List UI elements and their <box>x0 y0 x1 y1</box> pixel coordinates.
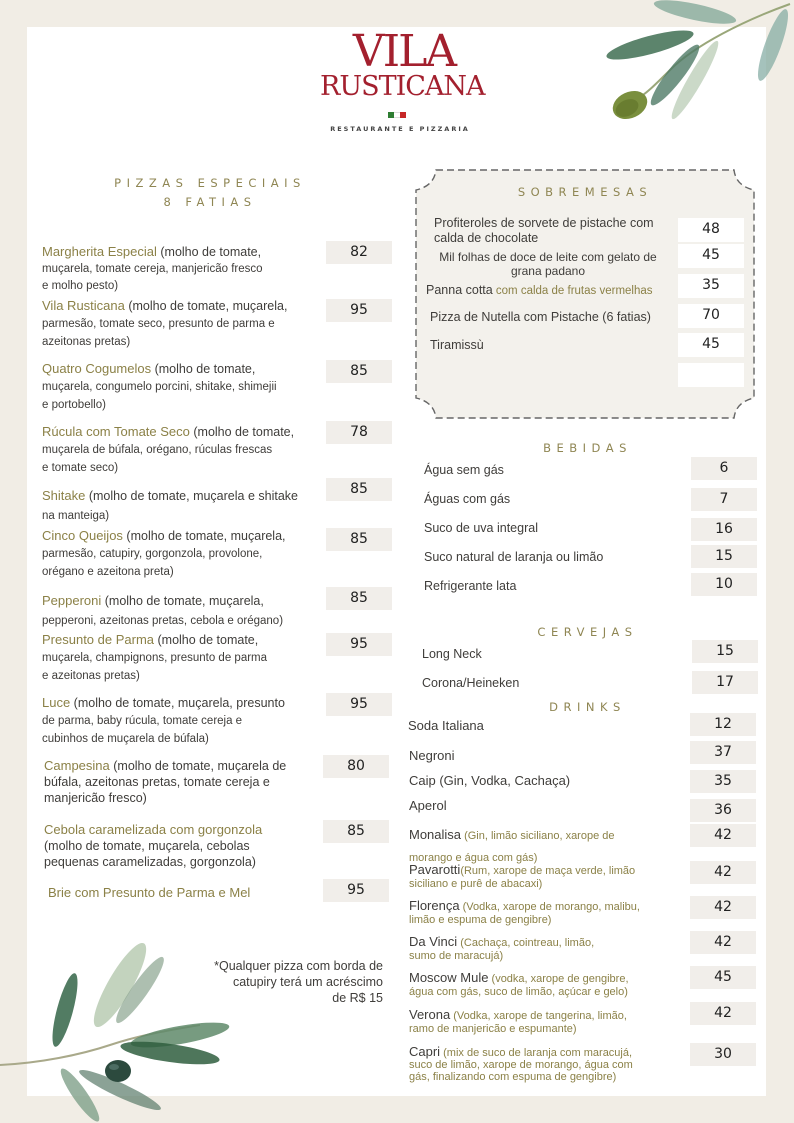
drink-item: Moscow Mule (vodka, xarope de gengibre, água com gás, suco de limão, açúcar e gelo) <box>409 970 629 998</box>
dessert-price: 35 <box>678 274 744 298</box>
pizza-price: 85 <box>326 478 392 501</box>
pizza-price: 95 <box>326 299 392 322</box>
pizza-item: Cinco Queijos (molho de tomate, muçarela, parmesão, catupiry, gorgonzola, provolone, orégano e azeitona preta) <box>42 528 286 578</box>
pizza-item: Margherita Especial (molho de tomate, muçarela, tomate cereja, manjericão fresco e molho pesto) <box>42 244 263 292</box>
dessert-item: Mil folhas de doce de leite com gelato de grana padano <box>439 250 657 278</box>
pizza-item: Brie com Presunto de Parma e Mel <box>48 885 251 900</box>
drink-price: 37 <box>690 741 756 764</box>
drink-item: Capri (mix de suco de laranja com maracujá, suco de limão, xarope de morango, água com gás, finalizando com espuma de gengibre) <box>409 1044 633 1083</box>
drink-item: Soda Italiana <box>408 718 484 733</box>
pizza-item: Cebola caramelizada com gorgonzola (molho de tomate, muçarela, cebolas pequenas caramelizadas, gorgonzola) <box>44 822 263 869</box>
tagline: RESTAURANTE E PIZZARIA <box>330 125 470 133</box>
pizza-item: Vila Rusticana (molho de tomate, muçarela, parmesão, tomate seco, presunto de parma e azeitonas pretas) <box>42 298 288 348</box>
pizza-item: Rúcula com Tomate Seco (molho de tomate, muçarela de búfala, orégano, rúculas frescas e tomate seco) <box>42 424 295 474</box>
pizzas-title: PIZZAS ESPECIAIS <box>114 176 306 190</box>
beverage-price: 16 <box>691 518 757 541</box>
beverages-title: BEBIDAS <box>543 441 632 455</box>
pizza-item: Luce (molho de tomate, muçarela, presunto de parma, baby rúcula, tomate cereja e cubinhos de muçarela de búfala) <box>42 695 285 745</box>
drink-item: Negroni <box>409 748 455 763</box>
italian-flag-icon <box>388 112 406 118</box>
drink-price: 45 <box>690 966 756 989</box>
beer-price: 17 <box>692 671 758 694</box>
drink-price: 42 <box>690 861 756 884</box>
pizza-price: 95 <box>323 879 389 902</box>
pizza-price: 95 <box>326 693 392 716</box>
pizza-price: 80 <box>323 755 389 778</box>
pizza-price: 85 <box>326 528 392 551</box>
beverage-price: 6 <box>691 457 757 480</box>
pizza-price: 85 <box>323 820 389 843</box>
beer-item: Long Neck <box>422 647 482 661</box>
dessert-price: 45 <box>678 333 744 357</box>
beverage-item: Suco de uva integral <box>424 521 538 535</box>
pizzas-subtitle: 8 FATIAS <box>163 195 257 209</box>
logo-line2: RUSTICANA <box>320 71 485 102</box>
drink-price: 35 <box>690 770 756 793</box>
drink-price: 30 <box>690 1043 756 1066</box>
drink-item: Verona (Vodka, xarope de tangerina, limão, ramo de manjericão e espumante) <box>409 1007 627 1035</box>
drink-item: Caip (Gin, Vodka, Cachaça) <box>409 773 571 788</box>
beverage-price: 10 <box>691 573 757 596</box>
beers-title: CERVEJAS <box>537 625 638 639</box>
drink-price: 12 <box>690 713 756 736</box>
drink-price: 42 <box>690 1002 756 1025</box>
pizza-price: 82 <box>326 241 392 264</box>
dessert-item: Profiteroles de sorvete de pistache com calda de chocolate <box>434 216 654 245</box>
dessert-price: 70 <box>678 304 744 328</box>
pizza-item: Pepperoni (molho de tomate, muçarela, pepperoni, azeitonas pretas, cebola e orégano) <box>42 593 284 627</box>
beverage-item: Água sem gás <box>424 463 504 477</box>
dessert-item: Pizza de Nutella com Pistache (6 fatias) <box>430 310 651 324</box>
drink-item: Da Vinci (Cachaça, cointreau, limão, sumo de maracujá) <box>409 934 595 962</box>
pizza-price: 85 <box>326 360 392 383</box>
drinks-title: DRINKS <box>549 700 626 714</box>
dessert-item: Panna cotta com calda de frutas vermelhas <box>426 283 653 297</box>
dessert-price: 48 <box>678 218 744 242</box>
beverage-price: 15 <box>691 545 757 568</box>
olive-branch-icon <box>575 0 794 135</box>
dessert-price: 45 <box>678 244 744 268</box>
drink-item: Monalisa (Gin, limão siciliano, xarope de morango e água com gás) <box>409 827 615 864</box>
drink-price: 42 <box>690 896 756 919</box>
drink-price: 36 <box>690 799 756 822</box>
beer-item: Corona/Heineken <box>422 676 520 690</box>
desserts-title: SOBREMESAS <box>517 185 653 199</box>
catupiry-note: *Qualquer pizza com borda de catupiry terá um acréscimo de R$ 15 <box>214 959 383 1005</box>
pizza-price: 78 <box>326 421 392 444</box>
beverage-price: 7 <box>691 488 757 511</box>
beverage-item: Suco natural de laranja ou limão <box>424 550 604 564</box>
drink-item: Aperol <box>409 798 447 813</box>
drink-price: 42 <box>690 931 756 954</box>
pizza-item: Shitake (molho de tomate, muçarela e shitake na manteiga) <box>42 488 298 522</box>
beverage-item: Águas com gás <box>424 492 511 506</box>
drink-item: Pavarotti(Rum, xarope de maça verde, limão siciliano e purê de abacaxi) <box>409 862 636 890</box>
pizza-item: Presunto de Parma (molho de tomate, muçarela, champignons, presunto de parma e azeitonas pretas) <box>42 632 268 682</box>
pizza-item: Campesina (molho de tomate, muçarela de búfala, azeitonas pretas, tomate cereja e manjericão fresco) <box>44 758 287 805</box>
beverage-item: Refrigerante lata <box>424 579 517 593</box>
drink-item: Florença (Vodka, xarope de morango, malibu, limão e espuma de gengibre) <box>409 898 640 926</box>
pizza-price: 95 <box>326 633 392 656</box>
logo-line1: VILA <box>352 26 456 77</box>
pizza-price: 85 <box>326 587 392 610</box>
dessert-item: Tiramissù <box>430 338 484 352</box>
drink-price: 42 <box>690 824 756 847</box>
beer-price: 15 <box>692 640 758 663</box>
dessert-price-empty <box>678 363 744 387</box>
pizza-item: Quatro Cogumelos (molho de tomate, muçarela, congumelo porcini, shitake, shimejii e portobello) <box>42 361 277 411</box>
